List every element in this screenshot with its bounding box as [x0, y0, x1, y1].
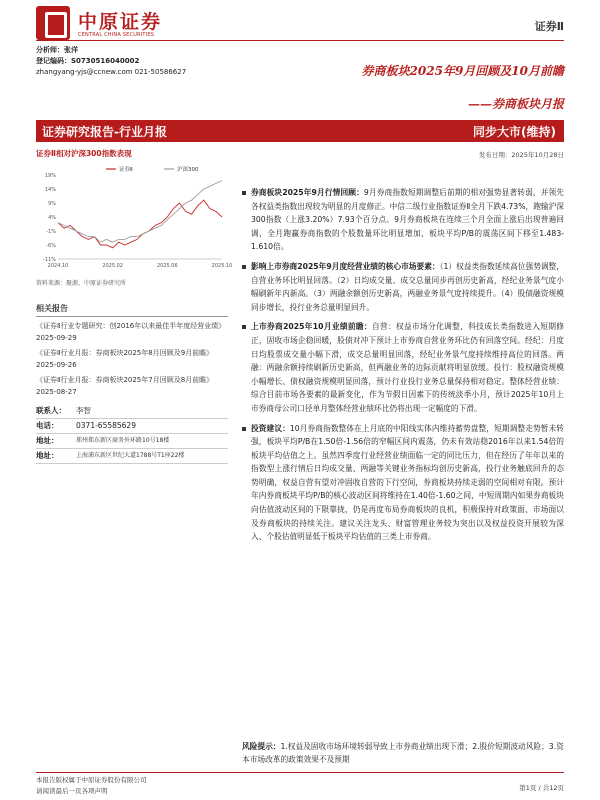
- footer-disclaimer: 请阅读最后一页各项声明: [36, 787, 108, 795]
- contact-person-label: 联系人：: [36, 406, 66, 415]
- publish-date: 发布日期：2025年10月28日: [478, 151, 564, 159]
- industry-tag: 证券Ⅱ: [534, 20, 564, 33]
- header-divider: [36, 40, 564, 41]
- logo-cn-text: 中原证券: [78, 11, 163, 33]
- risk-warning: [242, 740, 564, 766]
- risk-lead: 风险提示：: [242, 742, 281, 751]
- performance-chart-svg: [36, 163, 233, 275]
- series-line-hs300: [58, 181, 222, 243]
- para-advice-lead: 投资建议：: [251, 423, 290, 433]
- x-tick-label: 2024.10: [47, 263, 69, 269]
- para-review-lead: 券商板块2025年9月行情回顾：: [251, 188, 364, 197]
- para-review-body: 9月券商指数短期调整后前期的相对强势显著转弱，并领先各权益类指数出现较为明显的月度修正。中信二级行业指数证券Ⅱ全月下跌4.73%，跑输沪深300指数（上涨3.20%）7.93个百分点。9月券商板块在连续三个月全面上涨后出现普遍回调，全月跑赢券商指数的个股数量环比明显增加，板块平均P/B的震荡区间下移至1.483-1.610倍。: [251, 188, 564, 252]
- chart-source: 资料来源：聚源、中原证券研究所: [36, 280, 127, 287]
- contact-phone: 0371-65585629: [76, 421, 136, 430]
- analyst-label: 分析师：: [36, 46, 64, 54]
- y-tick-label: -11%: [43, 257, 56, 263]
- contact-addr2-row: [36, 449, 228, 464]
- y-tick-label: 14%: [44, 187, 56, 193]
- footer-copyright: 本报告版权属于中原证券股份有限公司: [36, 776, 147, 784]
- analyst-name: 张洋: [64, 46, 78, 54]
- contact-addr2-label: 地址：: [36, 451, 59, 460]
- footer-divider: [36, 772, 564, 773]
- related-heading: 相关报告: [36, 303, 228, 317]
- contact-person: 李智: [76, 406, 91, 415]
- x-tick-label: 2025.02: [102, 263, 124, 269]
- report-banner: [36, 120, 564, 142]
- related-report-item[interactable]: 《证券Ⅱ行业月报：券商板块2025年7月回顾及8月前瞻》 2025-08-27: [36, 376, 214, 396]
- contact-addr2: 上海浦东新区世纪大道1788号T1座22楼: [76, 452, 185, 459]
- para-factors-body: （1）权益类指数延续高位强势调整，自营业务环比明显回落。（2）日均成交量、成交总量同步再创历史新高，经纪业务景气度小幅刷新年内新高。（3）两融余额创历史新高，两融业务景气度持续提升。（4）股债融资规模同步增长，投行业务总量明显回升。: [251, 261, 564, 312]
- logo-en-text: CENTRAL CHINA SECURITIES: [78, 32, 155, 38]
- related-report-item[interactable]: 《证券Ⅱ行业专题研究：创2016年以来最佳半年度经营业绩》 2025-09-29: [36, 322, 226, 342]
- related-reports: [36, 303, 228, 398]
- contact-addr1: 郑州郑东新区商务外环路10号18楼: [76, 437, 170, 444]
- contact-addr1-label: 地址：: [36, 436, 59, 445]
- footer-notes: [36, 775, 147, 797]
- series-line-securities: [58, 200, 222, 248]
- contact-addr1-row: [36, 434, 228, 449]
- reg-code: S0730516040002: [71, 57, 140, 65]
- analyst-info: [36, 45, 186, 78]
- para-factors-lead: 影响上市券商2025年9月度经营业绩的核心市场要素：: [251, 261, 440, 271]
- para-outlook: [242, 320, 564, 415]
- para-review: [242, 186, 564, 254]
- y-tick-label: -1%: [46, 229, 56, 235]
- contact-block: [36, 404, 228, 464]
- legend-label: 证券Ⅱ: [119, 167, 133, 173]
- reg-label: 登记编码：: [36, 57, 71, 65]
- para-advice: [242, 422, 564, 544]
- x-tick-label: 2025.06: [156, 263, 178, 269]
- para-advice-body: 10月券商指数整体在上月底的中阳线实体内维持蓄势盘整，短期调整走势暂未转强，板块平均P/B在1.50倍-1.56倍的窄幅区间内震荡，仍未有效站稳2016年以来1.54倍的板块平均估值之上。虽然四季度行业经营业绩面临一定的同比压力，但在经历了年年以来的指数型上涨行情后日均成交量、两融等关键业务指标均创历史新高，投行业务触底回升的态势明确，权益自营有望对冲固收自营的下行空间，券商板块持续走弱的空间相对有限。预计年内券商板块平均P/B的核心波动区间将维持在1.40倍-1.60之间，中短周期内如果券商板块向估值波动区间的下限靠拢，仍是再度布局券商板块的良机，积极保持对政策面、市场面以及券商板块的持续关注。建议关注龙头、财富管理业务较为突出以及权益投资开展较为深入、个股估值明显低于板块平均估值的三类上市券商。: [251, 423, 564, 542]
- para-outlook-lead: 上市券商2025年10月业绩前瞻：: [251, 322, 372, 332]
- analyst-contact: zhangyang-yjs@ccnew.com 021-50586627: [36, 68, 187, 76]
- y-tick-label: 4%: [48, 215, 56, 221]
- contact-phone-label: 电话：: [36, 421, 59, 430]
- x-tick-label: 2025.10: [211, 263, 233, 269]
- related-report-item[interactable]: 《证券Ⅱ行业月报：券商板块2025年8月回顾及9月前瞻》 2025-09-26: [36, 349, 214, 369]
- logo-mark-icon: [36, 6, 70, 40]
- banner-report-type: 证券研究报告-行业月报: [42, 125, 167, 139]
- company-logo: [36, 6, 186, 40]
- legend-label: 沪深300: [177, 167, 199, 173]
- y-tick-label: -6%: [46, 243, 56, 249]
- y-tick-label: 19%: [44, 173, 56, 179]
- report-subtitle: ——券商板块月报: [467, 97, 564, 111]
- chart-caption-wrap: [36, 148, 228, 159]
- performance-chart: [36, 163, 233, 275]
- y-tick-label: 9%: [48, 201, 56, 207]
- banner-rating: 同步大市(维持): [473, 125, 556, 139]
- chart-caption: 证券Ⅱ相对沪深300指数表现: [36, 149, 132, 158]
- para-factors: [242, 260, 564, 314]
- risk-body: 1.权益及固收市场环境转弱导致上市券商业绩出现下滑；2.股价短期波动风险；3.资本市场改革的政策效果不及预期: [242, 742, 564, 764]
- contact-phone-row: [36, 419, 228, 434]
- main-content: [242, 186, 564, 550]
- para-outlook-body: 自营：权益市场分化调整，科技成长类指数进入短期修正，固收市场企稳回暖，股债对冲下预计上市券商自营业务环比仍有回落空间。经纪：月度日均股票成交量小幅下滑，成交总量明显回落，经纪业务景气度持续维持高位的回落。两融：两融余额持续刷新历史新高，但两融业务的边际贡献将明显放缓。投行：股权融资规模小幅增长、债权融资规模明显回落，预计行业投行业务总量保持相对稳定。整体经营业绩：综合目前市场各要素的最新变化，作为节假日因素下的传统淡季小月，预计2025年10月上市券商母公司口径单月整体经营业绩环比仍将出现一定幅度的下滑。: [251, 322, 564, 413]
- contact-person-row: [36, 404, 228, 419]
- report-title: 券商板块2025年9月回顾及10月前瞻: [361, 64, 564, 78]
- page-number: 第1页 / 共12页: [519, 784, 564, 792]
